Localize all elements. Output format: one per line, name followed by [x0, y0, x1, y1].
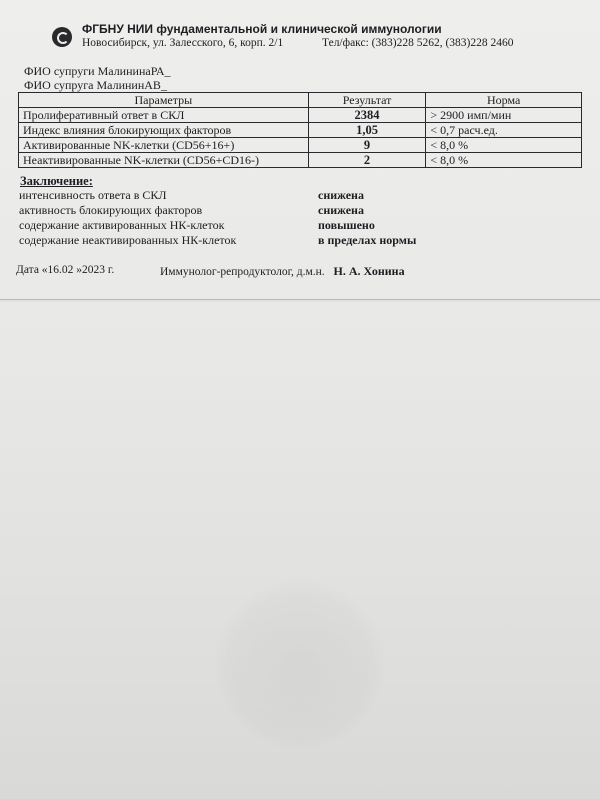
institute-logo-icon: [52, 27, 72, 47]
table-row: [19, 108, 582, 123]
result-cell: 9: [308, 138, 426, 153]
result-cell: 2: [308, 153, 426, 168]
table-row: [19, 153, 582, 168]
conclusion-value: повышено: [318, 218, 375, 232]
param-cell: Индекс влияния блокирующих факторов: [19, 123, 309, 138]
stamp-shadow: [215, 580, 385, 750]
norm-cell: > 2900 имп/мин: [426, 108, 582, 123]
norm-cell: < 8,0 %: [426, 138, 582, 153]
conclusion-title: Заключение:: [20, 174, 93, 188]
org-name: ФГБНУ НИИ фундаментальной и клинической иммунологии: [82, 22, 442, 36]
org-phone: Тел/факс: (383)228 5262, (383)228 2460: [322, 37, 514, 49]
paper-fold-line: [0, 299, 600, 300]
param-cell: Активированные NK-клетки (CD56+16+): [19, 138, 309, 153]
conclusion-item: [0, 233, 600, 249]
table-row: [19, 138, 582, 153]
conclusion-label: содержание активированных НК-клеток: [19, 218, 225, 232]
norm-cell: < 8,0 %: [426, 153, 582, 168]
norm-cell: < 0,7 расч.ед.: [426, 123, 582, 138]
header-parameters: Параметры: [19, 93, 309, 108]
conclusion-item: [0, 203, 600, 219]
conclusion-item: [0, 188, 600, 204]
results-table: [18, 92, 582, 168]
doctor-name: Н. А. Хонина: [333, 264, 405, 278]
patient-wife-name: ФИО супруги МалининаРА_: [24, 64, 171, 78]
table-header-row: [19, 93, 582, 108]
param-cell: Пролиферативный ответ в СКЛ: [19, 108, 309, 123]
report-date: Дата «16.02 »2023 г.: [16, 264, 115, 276]
param-cell: Неактивированные NK-клетки (CD56+CD16-): [19, 153, 309, 168]
header-norm: Норма: [426, 93, 582, 108]
doctor-signature-line: [160, 264, 405, 279]
doctor-title: Иммунолог-репродуктолог, д.м.н.: [160, 266, 325, 278]
patient-husband-name: ФИО супруга МалининАВ_: [24, 78, 167, 92]
result-cell: 2384: [308, 108, 426, 123]
conclusion-value: снижена: [318, 203, 364, 217]
conclusion-label: активность блокирующих факторов: [19, 203, 203, 217]
header-result: Результат: [308, 93, 426, 108]
conclusion-label: интенсивность ответа в СКЛ: [19, 188, 167, 202]
conclusion-label: содержание неактивированных НК-клеток: [19, 233, 237, 247]
result-cell: 1,05: [308, 123, 426, 138]
conclusion-value: снижена: [318, 188, 364, 202]
table-row: [19, 123, 582, 138]
org-address: Новосибирск, ул. Залесского, 6, корп. 2/1: [82, 37, 284, 49]
conclusion-value: в пределах нормы: [318, 233, 417, 247]
conclusion-item: [0, 218, 600, 234]
